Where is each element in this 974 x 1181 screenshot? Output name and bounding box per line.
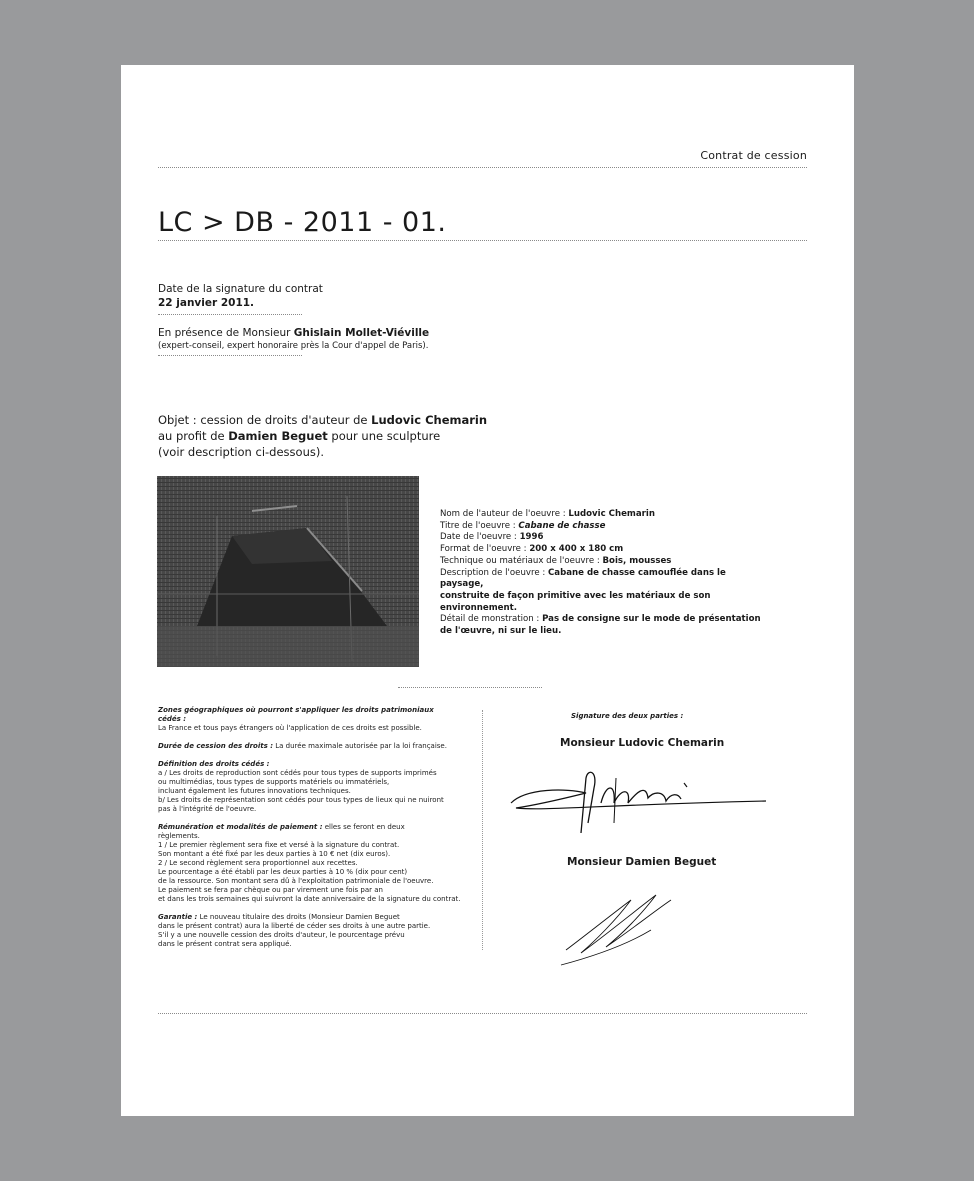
artwork-display-label: Détail de monstration : [440, 614, 543, 625]
definition-line: ou multimédias, tous types de supports matériels ou immatériels, [158, 778, 390, 786]
terms-remuneration [158, 823, 461, 904]
artwork-technique-label: Technique ou matériaux de l'oeuvre : [440, 555, 603, 566]
artwork-date [440, 532, 770, 544]
document-type-label: Contrat de cession [700, 149, 807, 162]
artwork-author-label: Nom de l'auteur de l'oeuvre : [440, 509, 569, 519]
artwork-author-value: Ludovic Chemarin [568, 509, 655, 519]
signer-1-name: Monsieur Ludovic Chemarin [560, 737, 725, 749]
beneficiary-prefix: au profit de [158, 429, 229, 443]
artwork-photo [157, 476, 419, 667]
signature-1-image [506, 763, 776, 843]
artwork-details [440, 509, 770, 638]
object-suffix: pour une sculpture [327, 429, 441, 443]
signature-date-label: Date de la signature du contrat [158, 283, 323, 295]
title-divider [158, 240, 807, 241]
middle-divider [398, 687, 542, 688]
presence-block [158, 326, 429, 352]
artwork-date-value: 1996 [519, 532, 544, 543]
zones-text: La France et tous pays étrangers où l'application de ces droits est possible. [158, 724, 422, 732]
duration-title: Durée de cession des droits : [158, 742, 274, 750]
date-divider [158, 314, 302, 315]
artwork-description-cont [440, 591, 770, 614]
zones-title: Zones géographiques où pourront s'appliquer les droits patrimoniaux cédés : [158, 706, 434, 723]
signature-date-value: 22 janvier 2011. [158, 297, 255, 309]
artwork-date-label: Date de l'oeuvre : [440, 532, 520, 543]
signature-date-block [158, 282, 323, 310]
remuneration-title-suffix: elles se feront en deux règlements. [158, 823, 405, 840]
guarantee-title: Garantie : [158, 913, 198, 921]
guarantee-line: dans le présent contrat sera appliqué. [158, 940, 292, 948]
footer-divider [158, 1013, 807, 1014]
hunting-cabin-image [157, 476, 419, 667]
artwork-display-value-2: de l'œuvre, ni sur le lieu. [440, 626, 562, 637]
artwork-title-label: Titre de l'oeuvre : [440, 520, 519, 531]
signer-2-name: Monsieur Damien Beguet [567, 856, 717, 868]
artwork-display [440, 614, 770, 626]
artwork-technique-value: Bois, mousses [602, 555, 672, 566]
definition-line: incluant également les futures innovations techniques. [158, 787, 351, 795]
artwork-format [440, 544, 770, 556]
artwork-description-value: Cabane de chasse camouflée dans le paysage, [440, 567, 726, 590]
artwork-technique [440, 556, 770, 568]
terms-zones [158, 706, 448, 733]
object-line-1 [158, 412, 487, 428]
definition-title: Définition des droits cédés : [158, 760, 270, 768]
artwork-display-cont [440, 626, 770, 638]
artwork-format-value: 200 x 400 x 180 cm [529, 544, 624, 555]
signature-2-image [556, 885, 706, 970]
artwork-author [440, 509, 770, 521]
artwork-title [440, 521, 770, 533]
definition-line: a / Les droits de reproduction sont cédés pour tous types de supports imprimés [158, 769, 437, 777]
presence-prefix: En présence de Monsieur [158, 327, 294, 339]
duration-text: La durée maximale autorisée par la loi française. [273, 742, 447, 750]
signature-section-title: Signature des deux parties : [571, 712, 684, 720]
artwork-description-value-2: construite de façon primitive avec les matériaux de son environnement. [440, 590, 711, 613]
guarantee-line: dans le présent contrat) aura la liberté de céder ses droits à une autre partie. [158, 922, 431, 930]
terms-duration [158, 742, 448, 751]
remuneration-line: Le paiement se fera par chèque ou par virement une fois par an [158, 886, 383, 894]
terms-guarantee [158, 913, 448, 949]
artwork-display-value: Pas de consigne sur le mode de présentation [542, 614, 761, 625]
remuneration-line: et dans les trois semaines qui suivront la date anniversaire de la signature du contrat. [158, 895, 461, 903]
header-divider [158, 167, 807, 168]
object-line-3: (voir description ci-dessous). [158, 445, 324, 459]
artwork-title-value: Cabane de chasse [518, 520, 606, 531]
guarantee-line: S'il y a une nouvelle cession des droits d'auteur, le pourcentage prévu [158, 931, 405, 939]
artwork-format-label: Format de l'oeuvre : [440, 544, 530, 555]
contract-page [121, 65, 854, 1116]
witness-note: (expert-conseil, expert honoraire près la Cour d'appel de Paris). [158, 341, 429, 351]
object-line-2 [158, 428, 487, 444]
object-prefix: Objet : cession de droits d'auteur de [158, 413, 372, 427]
signature-column-separator [482, 710, 483, 950]
presence-divider [158, 355, 302, 356]
presence-line [158, 326, 429, 340]
witness-name: Ghislain Mollet-Viéville [293, 327, 430, 339]
contract-object [158, 412, 487, 460]
remuneration-line: 1 / Le premier règlement sera fixe et versé à la signature du contrat. [158, 841, 400, 849]
guarantee-line: Le nouveau titulaire des droits (Monsieur Damien Beguet [197, 913, 400, 921]
remuneration-line: Son montant a été fixé par les deux parties à 10 € net (dix euros). [158, 850, 391, 858]
definition-line: b/ Les droits de représentation sont cédés pour tous types de lieux qui ne nuiront [158, 796, 444, 804]
remuneration-line: Le pourcentage a été établi par les deux parties à 10 % (dix pour cent) [158, 868, 408, 876]
terms-definition [158, 760, 448, 814]
author-name: Ludovic Chemarin [371, 413, 488, 427]
remuneration-title: Rémunération et modalités de paiement : [158, 823, 323, 831]
artwork-description [440, 568, 770, 591]
artwork-description-label: Description de l'oeuvre : [440, 567, 548, 578]
definition-line: pas à l'intégrité de l'oeuvre. [158, 805, 257, 813]
contract-reference-title: LC > DB - 2011 - 01. [158, 207, 447, 238]
remuneration-line: 2 / Le second règlement sera proportionnel aux recettes. [158, 859, 358, 867]
contract-terms [158, 706, 461, 958]
beneficiary-name: Damien Beguet [228, 429, 328, 443]
remuneration-line: de la ressource. Son montant sera dû à l'exploitation patrimoniale de l'oeuvre. [158, 877, 434, 885]
